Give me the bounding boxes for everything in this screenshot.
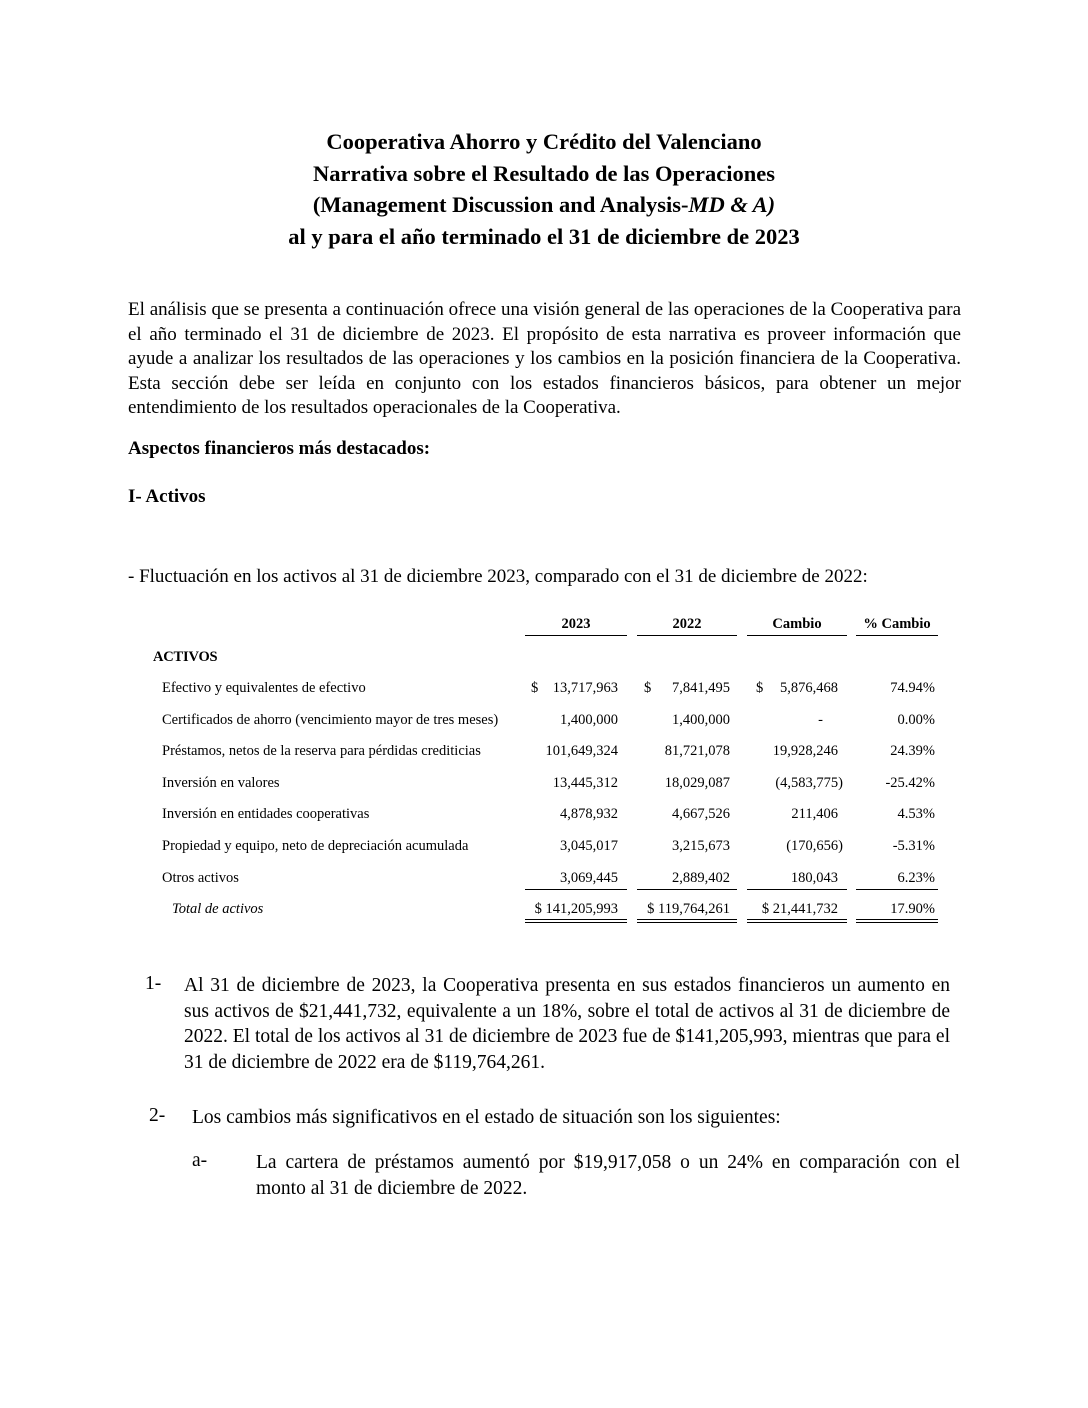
title-line-1: Cooperativa Ahorro y Crédito del Valenciano [326,129,762,154]
cell-2023: 3,069,445 [560,870,618,886]
point-2-text: Los cambios más significativos en el estado de situación son los siguientes: [192,1107,781,1128]
cell-pct: 0.00% [897,712,935,728]
header-underline [525,635,627,636]
cell-2022: 4,667,526 [672,806,730,822]
subtotal-underline [856,889,938,890]
cell-pct: 4.53% [897,806,935,822]
total-2022: $ 119,764,261 [647,901,730,917]
total-cambio: $ 21,441,732 [761,901,838,917]
intro-paragraph: El análisis que se presenta a continuación ofrece una visión general de las operaciones de la Cooperativa para el año terminado el 31 de diciembre de 2023. El propósito de esta narrativa es proveer información que ayude a analizar los resultados de las operaciones y los cambios en la posición financiera de la Cooperativa. Esta sección debe ser leída en conjunto con los estados financieros básicos, para obtener un mejor entendimiento de los resultados operacionales de la Cooperativa. [128,299,961,418]
title-line-2: Narrativa sobre el Resultado de las Operaciones [312,160,776,186]
cell-2023: 4,878,932 [560,806,618,822]
cell-pct: 6.23% [897,870,935,886]
title-line-3-text: (Management Discussion and Analysis- [312,192,689,217]
cell-cambio: 211,406 [791,806,838,822]
cell-2023: 3,045,017 [560,838,618,854]
table-row-label: Efectivo y equivalentes de efectivo [162,680,366,696]
currency-symbol: $ [531,680,539,696]
point-1-text: Al 31 de diciembre de 2023, la Cooperativa presenta en sus estados financieros un aumento en sus activos de $21,441,732, equivalente a un 18%, sobre el total de activos al 31 de diciembre de 2022. El total de los activos al 31 de diciembre de 2023 fue de $141,205,993, mientras que para el 31 de diciembre de 2022 era de $119,764,261. [184,975,950,1073]
currency-symbol: $ [756,680,764,696]
point-1-number: 1- [145,973,162,994]
cell-cambio: 5,876,468 [780,680,838,696]
total-pct: 17.90% [890,901,935,917]
total-double-underline [856,919,938,923]
cell-cambio: 180,043 [790,870,838,886]
table-row-label: Propiedad y equipo, neto de depreciación acumulada [162,838,469,854]
cell-2023: 13,445,312 [552,775,618,791]
cell-2022: 3,215,673 [672,838,730,854]
table-section-label: ACTIVOS [153,649,218,665]
col-header-pct-cambio: % Cambio [863,616,931,632]
title-line-4: al y para el año terminado el 31 de diciembre de 2023 [288,223,800,249]
cell-pct: 74.94% [890,680,935,696]
cell-2022: 1,400,000 [672,712,730,728]
title-line-3-italic: MD & A) [688,192,776,217]
point-2a-number: a- [192,1150,208,1171]
header-underline [856,635,938,636]
header-underline [637,635,737,636]
subtotal-underline [747,889,847,890]
highlights-heading: Aspectos financieros más destacados: [128,438,431,459]
header-underline [747,635,847,636]
fluctuation-text: - Fluctuación en los activos al 31 de diciembre 2023, comparado con el 31 de diciembre de 2022: [128,566,868,587]
table-row-label: Certificados de ahorro (vencimiento mayor de tres meses) [162,712,499,728]
total-label: Total de activos [172,901,264,917]
title-line-3 [0,189,1088,221]
cell-cambio: (170,656) [786,838,843,854]
cell-2022: 81,721,078 [664,743,730,759]
currency-symbol: $ [644,680,652,696]
total-double-underline [637,919,737,923]
cell-2022: 7,841,495 [672,680,730,696]
cell-2022: 18,029,087 [664,775,730,791]
table-row-label: Inversión en valores [162,775,280,791]
col-header-2022: 2022 [672,616,702,632]
table-row-label: Inversión en entidades cooperativas [162,806,370,822]
subtotal-underline [525,889,627,890]
col-header-2023: 2023 [561,616,591,632]
subtotal-underline [637,889,737,890]
section-heading: I- Activos [128,486,206,507]
cell-pct: -25.42% [885,775,935,791]
cell-2023: 101,649,324 [545,743,618,759]
cell-cambio: - [818,712,823,728]
cell-pct: -5.31% [892,838,935,854]
cell-2023: 13,717,963 [552,680,618,696]
cell-pct: 24.39% [890,743,935,759]
table-row-label: Préstamos, netos de la reserva para pérdidas crediticias [162,743,481,759]
col-header-cambio: Cambio [772,616,822,632]
table-row-label: Otros activos [162,870,239,886]
cell-2023: 1,400,000 [560,712,618,728]
total-double-underline [747,919,847,923]
point-2a-text: La cartera de préstamos aumentó por $19,917,058 o un 24% en comparación con el monto al 31 de diciembre de 2022. [256,1152,960,1199]
cell-cambio: (4,583,775) [775,775,843,791]
point-2-number: 2- [149,1105,166,1126]
total-double-underline [525,919,627,923]
total-2023: $ 141,205,993 [534,901,618,917]
cell-cambio: 19,928,246 [772,743,838,759]
cell-2022: 2,889,402 [672,870,730,886]
document-title [0,126,1088,252]
